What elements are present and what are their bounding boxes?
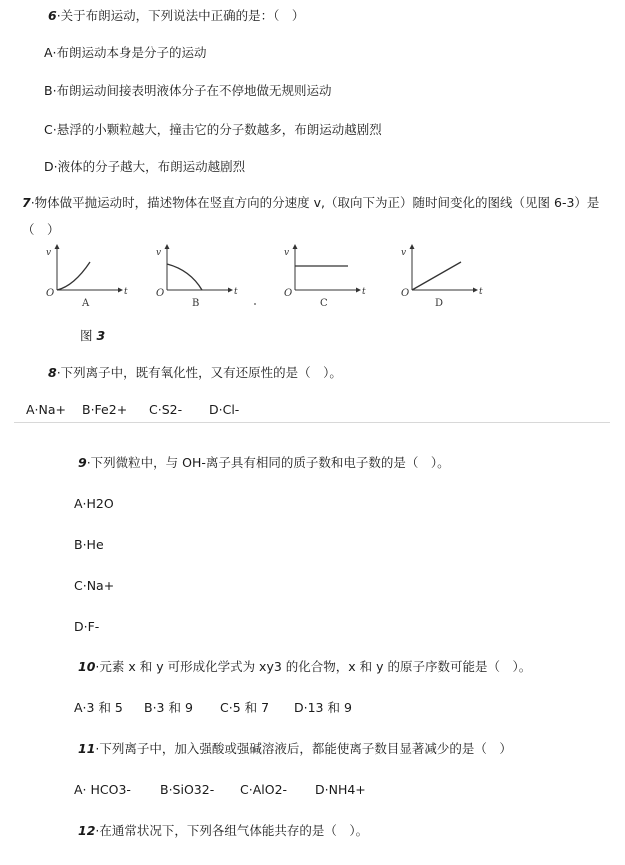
graph-origin-label: O — [156, 288, 165, 299]
page-divider — [14, 422, 610, 423]
question-8-option-b: B·Fe2+ — [82, 402, 128, 417]
graph-a — [40, 240, 130, 310]
question-6-option-a: A·布朗运动本身是分子的运动 — [44, 45, 207, 60]
question-6-option-d: D·液体的分子越大，布朗运动越剧烈 — [44, 159, 246, 174]
question-number: 9 — [78, 455, 87, 470]
graph-y-axis-label: v — [156, 248, 162, 258]
graph-letter-label: C — [320, 298, 328, 309]
question-11-option-b: B·SiO32- — [160, 782, 215, 797]
question-number: 10 — [78, 659, 96, 674]
question-7-stem: 7·物体做平抛运动时，描述物体在竖直方向的分速度 v,（取向下为正）随时间变化的图线（见图 6-3）是 — [22, 195, 600, 210]
question-number: 12 — [78, 823, 96, 838]
question-9-option-a: A·H2O — [74, 496, 114, 511]
graph-x-axis-label: t — [234, 287, 238, 297]
question-11-option-d: D·NH4+ — [315, 782, 366, 797]
question-11-options — [74, 782, 366, 798]
question-12-stem: 12·在通常状况下，下列各组气体能共存的是（ ）。 — [78, 823, 369, 838]
graph-letter-label: D — [435, 298, 444, 309]
question-8-option-c: C·S2- — [149, 402, 183, 417]
graph-x-axis-label: t — [479, 287, 483, 297]
question-11-stem: 11·下列离子中，加入强酸或强碱溶液后，都能使离子数目显著减少的是（ ） — [78, 741, 512, 756]
question-9-option-b: B·He — [74, 537, 104, 552]
graph-d — [395, 240, 485, 310]
graph-origin-label: O — [284, 288, 293, 299]
question-9-option-d: D·F- — [74, 619, 100, 634]
question-8-option-a: A·Na+ — [26, 402, 67, 417]
question-7-stem-continued: （ ） — [22, 222, 60, 237]
question-10-option-d: D·13 和 9 — [294, 700, 352, 715]
question-10-options — [74, 700, 352, 716]
question-11-option-a: A· HCO3- — [74, 782, 131, 797]
question-6-option-c: C·悬浮的小颗粒越大，撞击它的分子数越多，布朗运动越剧烈 — [44, 122, 382, 137]
graph-y-axis-label: v — [401, 248, 407, 258]
question-9-option-c: C·Na+ — [74, 578, 115, 593]
graph-letter-label: B — [192, 298, 200, 309]
graph-origin-label: O — [401, 288, 410, 299]
question-10-option-c: C·5 和 7 — [220, 700, 270, 715]
graph-origin-label: O — [46, 288, 55, 299]
graph-b — [150, 240, 240, 310]
question-number: 6 — [48, 8, 57, 23]
graph-x-axis-label: t — [362, 287, 366, 297]
question-9-stem: 9·下列微粒中，与 OH-离子具有相同的质子数和电子数的是（ ）。 — [78, 455, 450, 470]
question-8-options — [26, 402, 239, 418]
question-number: 8 — [48, 365, 57, 380]
question-10-stem: 10·元素 x 和 y 可形成化学式为 xy3 的化合物，x 和 y 的原子序数可能是（ ）。 — [78, 659, 532, 674]
question-6-option-b: B·布朗运动间接表明液体分子在不停地做无规则运动 — [44, 83, 332, 98]
question-8-option-d: D·Cl- — [209, 402, 240, 417]
stray-dot — [254, 303, 256, 305]
question-10-option-b: B·3 和 9 — [144, 700, 193, 715]
question-8-stem: 8·下列离子中，既有氧化性，又有还原性的是（ ）。 — [48, 365, 342, 380]
question-10-option-a: A·3 和 5 — [74, 700, 123, 715]
question-11-option-c: C·AlO2- — [240, 782, 288, 797]
graph-letter-label: A — [82, 298, 90, 309]
graph-c — [278, 240, 368, 310]
graph-x-axis-label: t — [124, 287, 128, 297]
figure-caption: 图 3 — [80, 328, 106, 343]
graph-y-axis-label: v — [284, 248, 290, 258]
question-number: 11 — [78, 741, 96, 756]
graph-y-axis-label: v — [46, 248, 52, 258]
question-number: 7 — [22, 195, 31, 210]
question-6-stem: 6·关于布朗运动，下列说法中正确的是：（ ） — [48, 8, 305, 23]
